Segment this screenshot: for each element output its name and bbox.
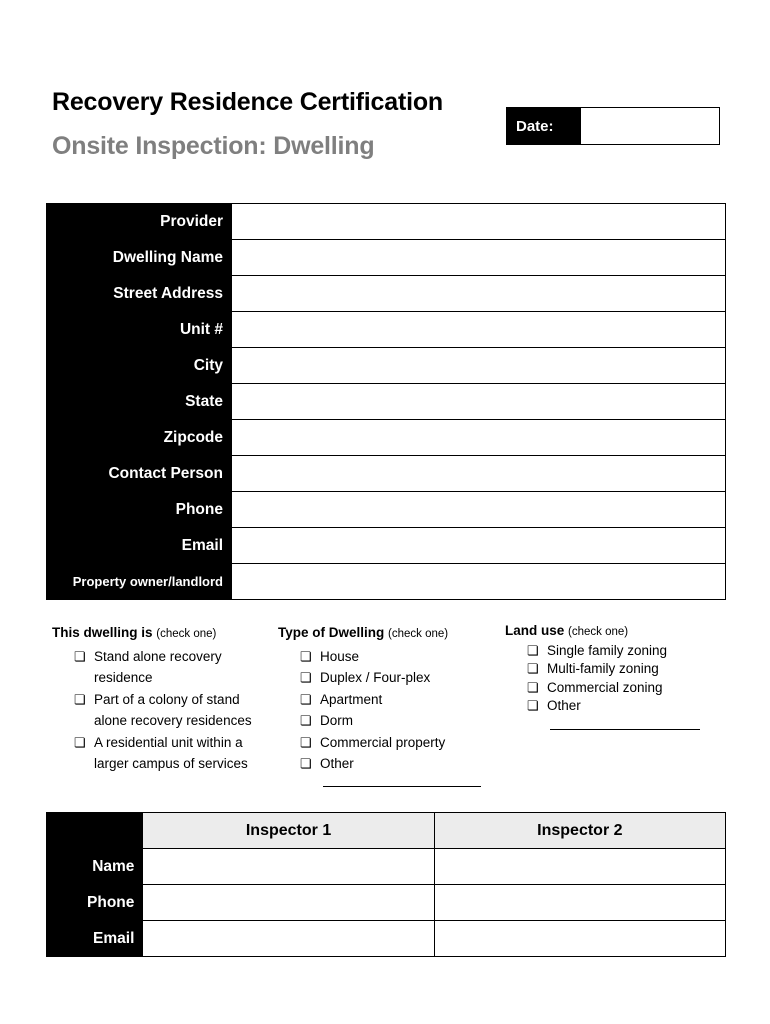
checkbox-icon[interactable]: ❏	[527, 698, 539, 713]
zipcode-field[interactable]	[232, 420, 726, 456]
table-row	[47, 849, 726, 885]
provider-info-table	[46, 203, 726, 600]
option-single-family[interactable]	[525, 642, 715, 661]
phone-label: Phone	[47, 492, 232, 528]
contact-person-field[interactable]	[232, 456, 726, 492]
inspector-name-label: Name	[47, 849, 143, 885]
provider-label: Provider	[47, 204, 232, 240]
table-row	[47, 564, 726, 600]
checkbox-icon[interactable]: ❏	[74, 648, 86, 664]
unit-label: Unit #	[47, 312, 232, 348]
table-row	[47, 420, 726, 456]
option-label: Duplex / Four-plex	[320, 670, 431, 685]
date-label: Date:	[507, 108, 581, 144]
option-other[interactable]	[298, 753, 478, 775]
checkbox-icon[interactable]: ❏	[527, 679, 539, 695]
option-label: Single family zoning	[547, 642, 668, 658]
unit-field[interactable]	[232, 312, 726, 348]
form-subtitle: Onsite Inspection: Dwelling	[52, 132, 375, 160]
option-label: Apartment	[320, 691, 383, 707]
city-label: City	[47, 348, 232, 384]
check-one-note: (check one)	[568, 626, 629, 638]
checkbox-icon[interactable]: ❏	[300, 691, 312, 707]
option-stand-alone[interactable]	[72, 646, 252, 689]
option-residential-unit[interactable]	[72, 732, 252, 775]
street-address-label: Street Address	[47, 276, 232, 312]
table-row	[47, 348, 726, 384]
checkbox-icon[interactable]: ❏	[300, 756, 312, 771]
option-label: Multi-family zoning	[547, 661, 659, 676]
option-label: Part of a colony of stand alone recovery residences	[94, 691, 252, 728]
dwelling-name-label: Dwelling Name	[47, 240, 232, 276]
zipcode-label: Zipcode	[47, 420, 232, 456]
inspector-2-phone-field[interactable]	[434, 885, 725, 921]
check-one-note: (check one)	[156, 628, 217, 640]
table-corner	[47, 813, 143, 849]
inspector-1-header: Inspector 1	[143, 813, 434, 849]
land-use-heading: Land use	[505, 623, 565, 638]
this-dwelling-heading: This dwelling is	[52, 625, 153, 640]
table-row	[47, 921, 726, 957]
inspector-2-name-field[interactable]	[434, 849, 725, 885]
option-commercial-zoning[interactable]	[525, 679, 715, 698]
checkbox-icon[interactable]: ❏	[300, 734, 312, 750]
property-owner-label: Property owner/landlord	[47, 564, 232, 600]
option-dorm[interactable]	[298, 710, 478, 732]
option-label: Other	[320, 756, 354, 771]
contact-person-label: Contact Person	[47, 456, 232, 492]
form-title: Recovery Residence Certification	[52, 88, 443, 116]
checkbox-icon[interactable]: ❏	[527, 642, 539, 658]
state-field[interactable]	[232, 384, 726, 420]
option-colony[interactable]	[72, 689, 252, 732]
other-land-use-write-in-line[interactable]	[550, 729, 700, 730]
inspector-table	[46, 812, 726, 957]
option-land-other[interactable]	[525, 697, 715, 716]
table-row	[47, 312, 726, 348]
email-field[interactable]	[232, 528, 726, 564]
table-row	[47, 528, 726, 564]
city-field[interactable]	[232, 348, 726, 384]
option-label: Stand alone recovery residence	[94, 648, 222, 685]
checkbox-icon[interactable]: ❏	[300, 713, 312, 728]
this-dwelling-section	[52, 622, 252, 775]
date-box	[506, 107, 720, 145]
property-owner-field[interactable]	[232, 564, 726, 600]
section-heading	[278, 622, 478, 646]
option-label: Dorm	[320, 713, 353, 728]
table-header-row	[47, 813, 726, 849]
section-heading	[52, 622, 252, 646]
inspector-2-email-field[interactable]	[434, 921, 725, 957]
table-row	[47, 384, 726, 420]
option-duplex[interactable]	[298, 667, 478, 689]
checkbox-icon[interactable]: ❏	[74, 691, 86, 707]
date-field[interactable]	[581, 108, 719, 144]
state-label: State	[47, 384, 232, 420]
type-of-dwelling-section	[278, 622, 478, 775]
option-label: House	[320, 648, 360, 664]
option-label: Commercial zoning	[547, 679, 663, 695]
table-row	[47, 456, 726, 492]
inspector-1-phone-field[interactable]	[143, 885, 434, 921]
email-label: Email	[47, 528, 232, 564]
inspector-phone-label: Phone	[47, 885, 143, 921]
dwelling-name-field[interactable]	[232, 240, 726, 276]
table-row	[47, 492, 726, 528]
table-row	[47, 240, 726, 276]
check-one-note: (check one)	[388, 628, 449, 640]
checkbox-icon[interactable]: ❏	[74, 734, 86, 750]
option-apartment[interactable]	[298, 689, 478, 711]
inspector-1-name-field[interactable]	[143, 849, 434, 885]
table-row	[47, 276, 726, 312]
inspector-2-header: Inspector 2	[434, 813, 725, 849]
provider-field[interactable]	[232, 204, 726, 240]
option-label: Other	[547, 698, 581, 713]
table-row	[47, 885, 726, 921]
section-heading	[505, 622, 715, 642]
checkbox-icon[interactable]: ❏	[300, 670, 312, 685]
option-commercial-property[interactable]	[298, 732, 478, 754]
inspector-1-email-field[interactable]	[143, 921, 434, 957]
street-address-field[interactable]	[232, 276, 726, 312]
other-dwelling-write-in-line[interactable]	[323, 786, 481, 787]
land-use-section	[505, 622, 715, 716]
option-label: A residential unit within a larger campus of services	[94, 734, 248, 771]
inspector-email-label: Email	[47, 921, 143, 957]
phone-field[interactable]	[232, 492, 726, 528]
checkbox-icon[interactable]: ❏	[300, 648, 312, 664]
type-of-dwelling-heading: Type of Dwelling	[278, 625, 385, 640]
table-row	[47, 204, 726, 240]
option-house[interactable]	[298, 646, 478, 668]
checkbox-icon[interactable]: ❏	[527, 661, 539, 676]
option-multi-family[interactable]	[525, 660, 715, 679]
option-label: Commercial property	[320, 734, 446, 750]
